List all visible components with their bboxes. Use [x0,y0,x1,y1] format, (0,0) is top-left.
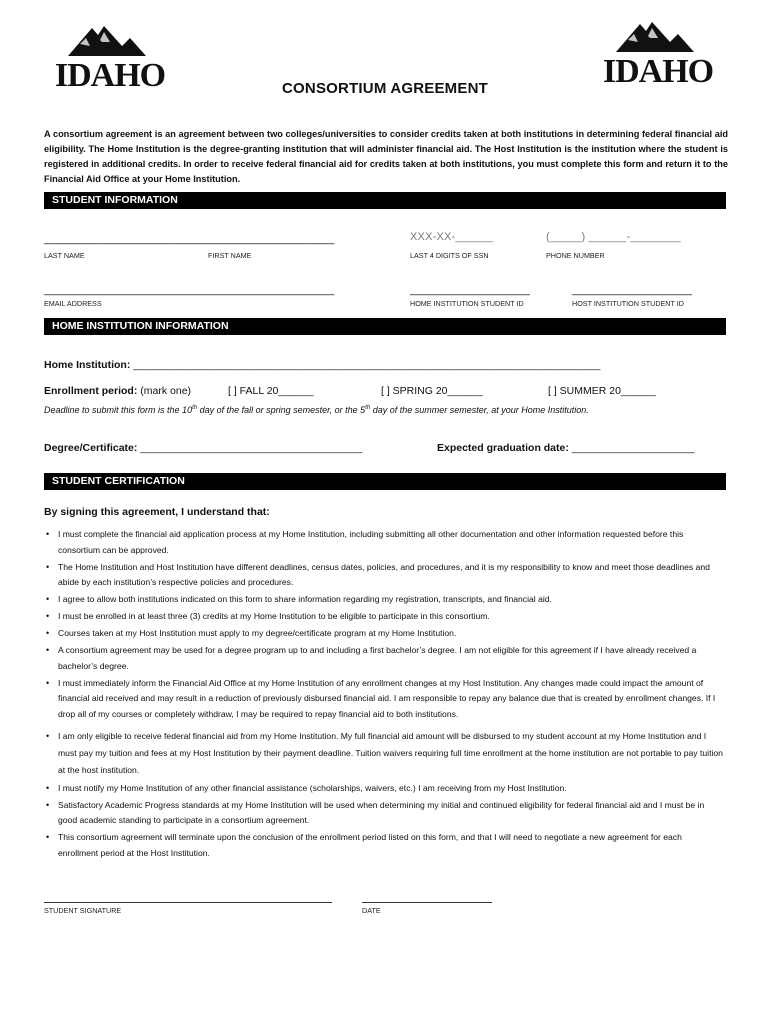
page-title: CONSORTIUM AGREEMENT [282,80,488,97]
logo-text: IDAHO [602,53,714,88]
home-institution-row [44,359,600,371]
phone-field[interactable]: (_____) ______-________ [546,231,681,243]
section-header-certification: STUDENT CERTIFICATION [44,473,726,490]
intro-paragraph: A consortium agreement is an agreement between two colleges/universities to consider credits taken at both institutions in determining federal financial aid eligibility. The Home Institution is the degree-granting institution that will administer financial aid. The Host Institution is the institution where the student is registered in additional credits. In order to receive federal financial aid for credits taken at both institutions, you must complete this form and return it to the Financial Aid Office at your Home Institution. [44,129,728,184]
ssn-field[interactable]: XXX-XX-______ [410,231,494,243]
degree-input[interactable]: ______________________________________ [140,442,363,454]
certification-list [44,527,724,863]
graduation-row [437,442,694,454]
section-header-home-info: HOME INSTITUTION INFORMATION [44,318,726,335]
email-field-line[interactable]: ______________________________________________ [44,284,335,296]
summer-checkbox[interactable]: [ ] SUMMER 20______ [548,385,656,397]
student-signature-field[interactable] [44,902,332,903]
enrollment-period-row [44,385,191,397]
deadline-note: Deadline to submit this form is the 10th day of the fall or spring semester, or the 5th day of the summer semester, at your Home Institution. [44,405,589,415]
fall-checkbox[interactable]: [ ] FALL 20______ [228,385,314,397]
date-field[interactable] [362,902,492,903]
host-id-field-line[interactable]: ___________________ [572,284,693,296]
section-header-student-info: STUDENT INFORMATION [44,192,726,209]
degree-label: Degree/Certificate: [44,442,138,454]
last-name-caption: LAST NAME [44,251,85,260]
list-item: • I am only eligible to receive federal financial aid from my Home Institution. My full financial aid amount will be disbursed to my student account at my Home Institution and I must pay my tuition and fees at my Host Institution by their payment deadline. Tuition waivers requiring full time enrollment at the home institution are not portable to pay tuition at the host institution. [44,728,724,779]
list-item: • The Home Institution and Host Institution have different deadlines, census dates, policies, and procedures, and it is my responsibility to know and meet those deadlines and abide by each institution’s respective policies and procedures. [44,560,724,591]
student-signature-caption: STUDENT SIGNATURE [44,906,122,915]
list-item: • I must notify my Home Institution of any other financial assistance (scholarships, waivers, etc.) I am receiving from my Host Institution. [44,781,724,797]
idaho-logo-right [588,18,728,88]
list-item: • I must complete the financial aid application process at my Home Institution, including submitting all other documentation and other information requested before this consortium can be approved. [44,527,724,558]
first-name-caption: FIRST NAME [208,251,252,260]
graduation-label: Expected graduation date: [437,442,569,454]
graduation-input[interactable]: _____________________ [571,442,695,454]
list-item: • I must immediately inform the Financial Aid Office at my Home Institution of any enrollment changes at my Host Institution. Any changes made could impact the amount of financial aid received and may result in a reduction of previously disbursed financial aid. I am responsible to repay any balance due that is created by enrollment changes. If I drop all of my courses or completely withdraw, I may be required to repay financial aid to both institutions. [44,676,724,723]
home-institution-input[interactable]: ________________________________________________________________________________ [133,359,601,371]
certification-intro: By signing this agreement, I understand that: [44,506,270,518]
list-item: • This consortium agreement will terminate upon the conclusion of the enrollment period listed on this form, and that I will need to negotiate a new agreement for each enrollment period at the Host Institution. [44,830,724,861]
logo-text: IDAHO [54,57,166,92]
name-field-line[interactable]: ______________________________________________ [44,233,335,245]
host-id-caption: HOST INSTITUTION STUDENT ID [572,299,684,308]
email-caption: EMAIL ADDRESS [44,299,102,308]
ssn-caption: LAST 4 DIGITS OF SSN [410,251,489,260]
home-id-caption: HOME INSTITUTION STUDENT ID [410,299,524,308]
date-caption: DATE [362,906,381,915]
list-item: • I must be enrolled in at least three (3) credits at my Home Institution to be eligible to participate in this consortium. [44,609,724,625]
home-id-field-line[interactable]: ___________________ [410,284,531,296]
list-item: • Satisfactory Academic Progress standards at my Home Institution will be used when determining my initial and continued eligibility for federal financial aid and I must be in good academic standing to participate in a consortium agreement. [44,798,724,829]
mountain-logo-icon [588,18,728,88]
list-item: • I agree to allow both institutions indicated on this form to share information regarding my registration, transcripts, and financial aid. [44,592,724,608]
degree-row [44,442,362,454]
enrollment-period-label: Enrollment period: [44,385,138,397]
phone-caption: PHONE NUMBER [546,251,605,260]
home-institution-label: Home Institution: [44,359,131,371]
spring-checkbox[interactable]: [ ] SPRING 20______ [381,385,483,397]
list-item: • Courses taken at my Host Institution must apply to my degree/certificate program at my Home Institution. [44,626,724,642]
enrollment-hint: (mark one) [140,385,192,397]
list-item: • A consortium agreement may be used for a degree program up to and including a first bachelor’s degree. I am not eligible for this agreement if I have already received a bachelor’s degree. [44,643,724,674]
